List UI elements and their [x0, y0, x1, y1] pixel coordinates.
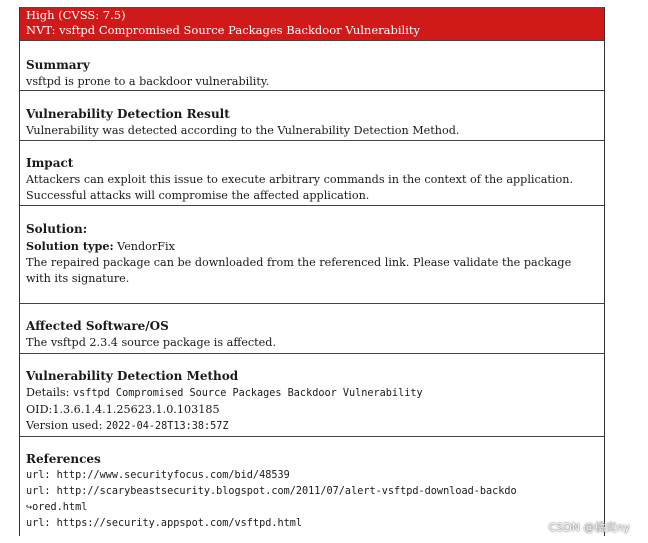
references-section [20, 436, 604, 536]
solution-section [20, 205, 604, 303]
version-line [26, 418, 598, 435]
solution-text-line2: with its signature. [26, 272, 130, 285]
severity-label: High (CVSS: 7.5) [26, 8, 126, 22]
reference-url-2[interactable]: url: http://scarybeastsecurity.blogspot.com/2011/07/alert-vsftpd-download-backdo [26, 486, 517, 497]
solution-heading: Solution: [26, 222, 88, 236]
solution-text-line1: The repaired package can be downloaded from the referenced link. Please validate the package [26, 256, 572, 269]
csdn-watermark: CSDN @橘奕ny [548, 521, 630, 534]
vulnerability-report [19, 7, 605, 536]
detection-result-heading: Vulnerability Detection Result [26, 107, 230, 121]
reference-url-1[interactable]: url: http://www.securityfocus.com/bid/48539 [26, 470, 290, 481]
impact-heading: Impact [26, 156, 74, 170]
affected-text: The vsftpd 2.3.4 source package is affected. [26, 336, 277, 349]
detection-method-heading: Vulnerability Detection Method [26, 369, 239, 383]
solution-type-label: Solution type: [26, 239, 114, 253]
references-heading: References [26, 452, 101, 466]
impact-text-line1: Attackers can exploit this issue to execute arbitrary commands in the context of the application. [26, 173, 574, 186]
details-value: vsftpd Compromised Source Packages Backdoor Vulnerability [73, 388, 423, 399]
detection-method-section [20, 353, 604, 436]
reference-url-3[interactable]: url: https://security.appspot.com/vsftpd.html [26, 518, 303, 529]
version-label: Version used: [26, 419, 103, 432]
impact-section [20, 140, 604, 205]
summary-text: vsftpd is prone to a backdoor vulnerability. [26, 75, 270, 88]
summary-section [20, 40, 604, 90]
severity-banner [20, 7, 604, 40]
oid-line: OID:1.3.6.1.4.1.25623.1.0.103185 [26, 403, 220, 416]
detection-details [26, 385, 598, 402]
impact-text-line2: Successful attacks will compromise the affected application. [26, 189, 370, 202]
nvt-title: NVT: vsftpd Compromised Source Packages Backdoor Vulnerability [26, 23, 421, 37]
affected-software-section [20, 303, 604, 353]
detection-result-text: Vulnerability was detected according to the Vulnerability Detection Method. [26, 124, 460, 137]
details-label: Details: [26, 386, 70, 399]
solution-type-value: VendorFix [117, 240, 175, 253]
reference-url-2-continued: ↪ored.html [26, 502, 88, 513]
solution-type [26, 238, 598, 255]
affected-heading: Affected Software/OS [26, 319, 169, 333]
summary-heading: Summary [26, 58, 90, 72]
version-value: 2022-04-28T13:38:57Z [105, 421, 229, 432]
detection-result-section [20, 90, 604, 140]
